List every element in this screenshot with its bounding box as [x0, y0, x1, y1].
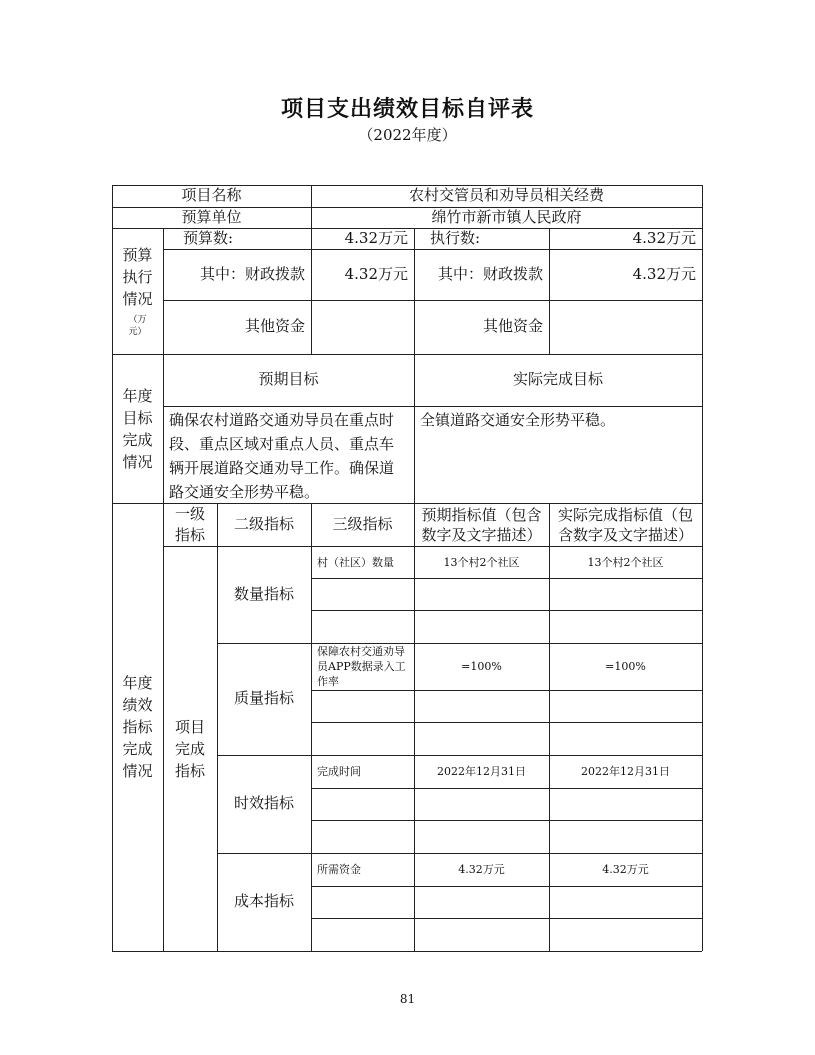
grid-line — [311, 918, 702, 919]
timeliness-actual-value: 2022年12月31日 — [581, 765, 670, 778]
timeliness-expected-value: 2022年12月31日 — [437, 765, 526, 778]
grid-line — [311, 722, 702, 723]
budget-section-text: 预算执行情况 — [122, 246, 153, 308]
grid-line — [311, 820, 702, 821]
col-level1-header — [163, 503, 217, 546]
cost-expected-value: 4.32万元 — [458, 863, 505, 876]
other-funds-exec-value — [549, 300, 702, 354]
quantity-actual-value: 13个村2个社区 — [587, 555, 664, 569]
quality-indicator-label: 质量指标 — [233, 689, 294, 708]
budget-amount-label: 预算数: — [183, 228, 234, 247]
budget-unit-note: （万元） — [128, 315, 147, 337]
timeliness-indicator-name: 完成时间 — [317, 765, 361, 778]
quality-actual-value: =100% — [605, 660, 646, 673]
grid-line — [702, 185, 703, 951]
col-expected-header: 预期指标值（包含数字及文字描述） — [421, 505, 542, 544]
grid-line — [311, 610, 702, 611]
actual-goal-header: 实际完成目标 — [512, 370, 603, 389]
goals-section-text: 年度目标完成情况 — [122, 386, 153, 471]
project-name-value: 农村交管员和劝导员相关经费 — [408, 186, 604, 205]
level1-label-text: 项目完成指标 — [174, 717, 205, 780]
fiscal-exec-label: 其中：财政拨款 — [437, 264, 543, 283]
page-subtitle: （2022年度） — [358, 126, 457, 144]
actual-goal-text: 全镇道路交通安全形势平稳。 — [420, 411, 616, 429]
level1-label — [163, 546, 217, 951]
expected-goal-text: 确保农村道路交通劝导员在重点时段、重点区域对重点人员、重点车辆开展道路交通劝导工作。确保道路交通安全形势平稳。 — [169, 411, 395, 501]
budget-unit-label: 预算单位 — [181, 207, 242, 226]
quality-indicator-name: 保障农村交通劝导员APP数据录入工作率 — [317, 645, 406, 688]
quality-expected-value: =100% — [461, 660, 502, 673]
budget-section-label — [112, 228, 163, 354]
other-funds-exec-label: 其他资金 — [482, 317, 543, 336]
grid-line — [112, 951, 702, 952]
other-funds-label: 其他资金 — [244, 317, 305, 336]
quantity-indicator-label: 数量指标 — [233, 584, 294, 603]
expected-goal-header: 预期目标 — [258, 370, 319, 389]
grid-line — [311, 578, 702, 579]
col-level1-text: 一级指标 — [174, 504, 205, 544]
cost-actual-value: 4.32万元 — [602, 863, 649, 876]
indicators-section-text: 年度绩效指标完成情况 — [122, 674, 153, 780]
cost-indicator-name: 所需资金 — [317, 863, 361, 876]
timeliness-indicator-label: 时效指标 — [233, 794, 294, 813]
col-level2-header: 二级指标 — [233, 514, 294, 533]
page-title: 项目支出绩效目标自评表 — [280, 96, 534, 122]
quantity-indicator-name: 村（社区）数量 — [317, 555, 394, 569]
indicators-section-label — [112, 503, 163, 951]
col-actual-header: 实际完成指标值（包含数字及文字描述） — [557, 505, 693, 544]
exec-amount-value: 4.32万元 — [632, 228, 696, 247]
grid-line — [311, 886, 702, 887]
project-name-label: 项目名称 — [181, 186, 242, 205]
quantity-expected-value: 13个村2个社区 — [443, 555, 520, 569]
fiscal-budget-value: 4.32万元 — [344, 264, 408, 283]
goals-section-label — [112, 354, 163, 503]
page-number: 81 — [399, 992, 416, 1006]
budget-unit-value: 绵竹市新市镇人民政府 — [431, 207, 582, 226]
col-level3-header: 三级指标 — [332, 514, 393, 533]
other-funds-budget-value — [311, 300, 414, 354]
fiscal-budget-label: 其中：财政拨款 — [199, 264, 305, 283]
budget-amount-value: 4.32万元 — [344, 228, 408, 247]
grid-line — [311, 690, 702, 691]
fiscal-exec-value: 4.32万元 — [632, 264, 696, 283]
exec-amount-label: 执行数: — [430, 228, 481, 247]
cost-indicator-label: 成本指标 — [233, 892, 294, 911]
grid-line — [311, 788, 702, 789]
